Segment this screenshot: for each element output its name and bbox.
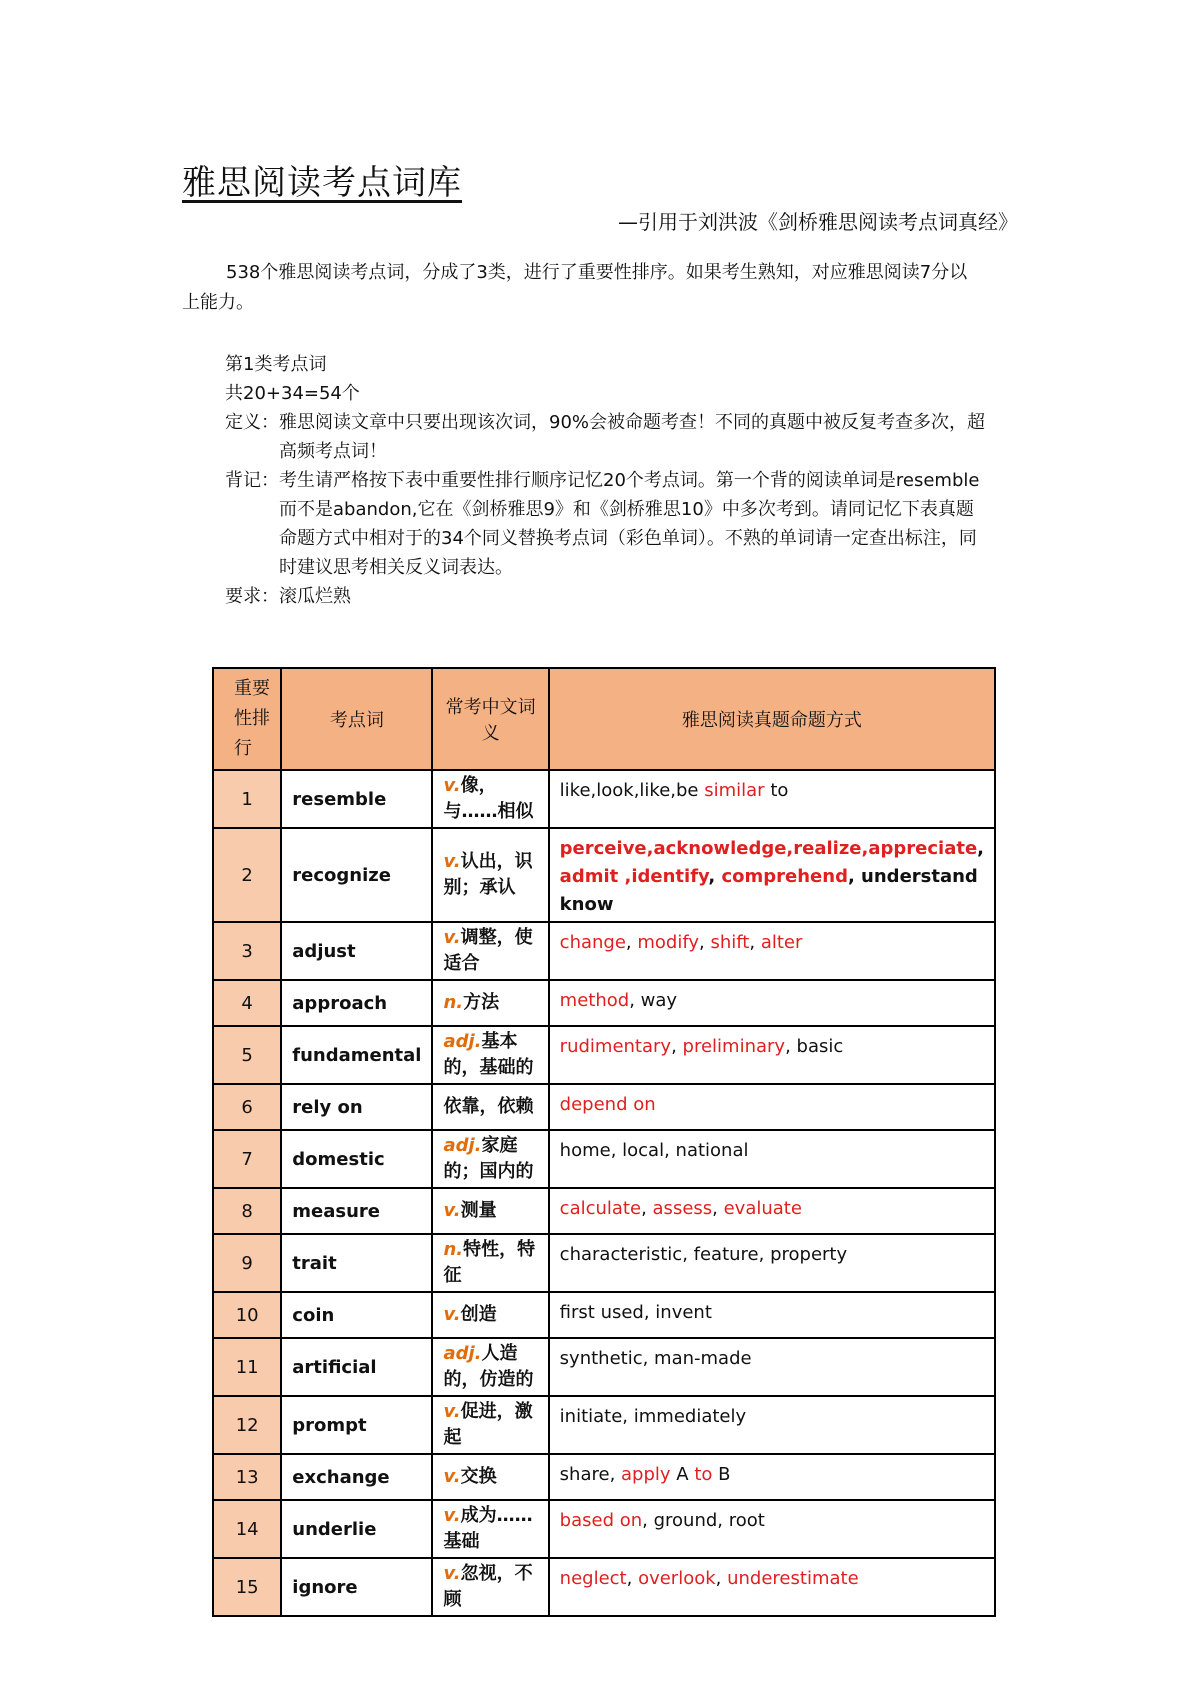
question-style-cell (549, 1558, 995, 1616)
keyword-cell: measure (281, 1188, 432, 1234)
synonym-highlight: similar (704, 780, 765, 801)
table-row (213, 1558, 995, 1616)
synonym-highlight: based on (559, 1510, 643, 1531)
meaning-text: 认出，识别；承认 (443, 851, 533, 898)
synonym-highlight: comprehend (721, 866, 848, 887)
definition-text: 雅思阅读文章中只要出现该次词，90%会被命题考查！不同的真题中被反复考查多次，超高频考点词！ (279, 412, 986, 462)
meaning-cell (432, 828, 548, 922)
rank-cell: 8 (213, 1188, 281, 1234)
synonym-highlight: underestimate (727, 1568, 859, 1589)
rank-cell: 9 (213, 1234, 281, 1292)
meaning-cell (432, 1338, 548, 1396)
question-style-cell (549, 1292, 995, 1338)
requirement-row (225, 582, 985, 611)
meaning-cell (432, 1292, 548, 1338)
meaning-cell (432, 922, 548, 980)
keyword-cell: artificial (281, 1338, 432, 1396)
keyword-cell: rely on (281, 1084, 432, 1130)
memorize-text: 考生请严格按下表中重要性排行顺序记忆20个考点词。第一个背的阅读单词是resemble而不是abandon,它在《剑桥雅思9》和《剑桥雅思10》中多次考到。请同记忆下表真题命题方式中相对于的34个同义替换考点词（彩色单词）。不熟的单词请一定查出标注，同时建议思考相关反义词表达。 (279, 470, 980, 578)
question-style-cell (549, 770, 995, 828)
synonym-highlight: rudimentary (559, 1036, 672, 1057)
part-of-speech: adj. (443, 1031, 482, 1052)
table-row (213, 1188, 995, 1234)
synonym-text: characteristic, feature, property (559, 1244, 848, 1265)
requirement-label: 要求： (225, 586, 279, 607)
meaning-cell (432, 1234, 548, 1292)
definition-row (225, 408, 985, 466)
rank-cell: 14 (213, 1500, 281, 1558)
meaning-text: 忽视，不顾 (443, 1563, 533, 1610)
synonym-highlight: perceive,acknowledge,realize,appreciate (559, 838, 978, 859)
part-of-speech: n. (443, 1239, 464, 1260)
meaning-text: 依靠，依赖 (443, 1096, 534, 1117)
meaning-text: 特性，特征 (443, 1239, 536, 1286)
keyword-cell: resemble (281, 770, 432, 828)
meaning-cell (432, 1188, 548, 1234)
memorize-label: 背记： (225, 470, 279, 491)
meaning-cell (432, 1454, 548, 1500)
memorize-row (225, 466, 985, 582)
meaning-text: 创造 (460, 1304, 497, 1325)
table-row (213, 1234, 995, 1292)
part-of-speech: v. (443, 1200, 461, 1221)
synonym-text: home, local, national (559, 1140, 749, 1161)
table-row (213, 980, 995, 1026)
synonym-text: , (712, 1198, 724, 1219)
intro-paragraph: 538个雅思阅读考点词，分成了3类，进行了重要性排序。如果考生熟知，对应雅思阅读7分以上能力。 (182, 262, 968, 313)
synonym-text: to (764, 780, 789, 801)
document-title: 雅思阅读考点词库 (182, 163, 462, 203)
synonym-highlight: alter (760, 932, 803, 953)
meaning-cell (432, 1558, 548, 1616)
rank-cell: 3 (213, 922, 281, 980)
rank-cell: 13 (213, 1454, 281, 1500)
meaning-text: 基本的，基础的 (443, 1031, 534, 1078)
synonym-text: first used, invent (559, 1302, 712, 1323)
header-meaning: 常考中文词义 (432, 668, 548, 770)
meaning-cell (432, 1026, 548, 1084)
part-of-speech: v. (443, 1466, 461, 1487)
meaning-cell (432, 1084, 548, 1130)
question-style-cell (549, 1338, 995, 1396)
question-style-cell (549, 828, 995, 922)
part-of-speech: v. (443, 1401, 461, 1422)
category-section (225, 350, 985, 611)
part-of-speech: n. (443, 992, 464, 1013)
keyword-cell: fundamental (281, 1026, 432, 1084)
header-question-style: 雅思阅读真题命题方式 (549, 668, 995, 770)
synonym-highlight: shift (710, 932, 750, 953)
table-row (213, 1292, 995, 1338)
synonym-text: , (641, 1198, 653, 1219)
table-body (213, 770, 995, 1616)
meaning-text: 调整，使适合 (443, 927, 533, 974)
table-row (213, 770, 995, 828)
meaning-text: 成为……基础 (443, 1505, 533, 1552)
requirement-text: 滚瓜烂熟 (279, 586, 351, 607)
meaning-cell (432, 980, 548, 1026)
category-heading: 第1类考点词 (225, 354, 327, 375)
rank-cell: 15 (213, 1558, 281, 1616)
synonym-highlight: modify (637, 932, 700, 953)
synonym-highlight: apply (621, 1464, 671, 1485)
rank-cell: 11 (213, 1338, 281, 1396)
synonym-highlight: change (559, 932, 626, 953)
meaning-cell (432, 1500, 548, 1558)
part-of-speech: v. (443, 927, 461, 948)
meaning-cell (432, 1396, 548, 1454)
definition-label: 定义： (225, 412, 279, 433)
synonym-highlight: calculate (559, 1198, 642, 1219)
synonym-highlight: to (694, 1464, 713, 1485)
synonym-text: like,look,like,be (559, 780, 705, 801)
keyword-cell: adjust (281, 922, 432, 980)
question-style-cell (549, 1454, 995, 1500)
table-row (213, 1454, 995, 1500)
synonym-text: share, (559, 1464, 622, 1485)
meaning-cell (432, 1130, 548, 1188)
meaning-cell (432, 770, 548, 828)
meaning-text: 家庭的；国内的 (443, 1135, 534, 1182)
synonym-text: , (625, 932, 638, 953)
question-style-cell (549, 980, 995, 1026)
synonym-text: initiate, immediately (559, 1406, 747, 1427)
keyword-cell: ignore (281, 1558, 432, 1616)
part-of-speech: v. (443, 1563, 461, 1584)
meaning-text: 人造的，仿造的 (443, 1343, 534, 1390)
synonym-text: , way (629, 990, 678, 1011)
rank-cell: 4 (213, 980, 281, 1026)
keyword-cell: prompt (281, 1396, 432, 1454)
question-style-cell (549, 1500, 995, 1558)
table-row (213, 1338, 995, 1396)
synonym-text: , (699, 932, 711, 953)
synonym-text: A (670, 1464, 695, 1485)
question-style-cell (549, 1188, 995, 1234)
rank-cell: 7 (213, 1130, 281, 1188)
keyword-cell: trait (281, 1234, 432, 1292)
part-of-speech: v. (443, 1505, 461, 1526)
keyword-cell: coin (281, 1292, 432, 1338)
vocabulary-table (212, 667, 996, 1617)
meaning-text: 促进，激起 (443, 1401, 533, 1448)
rank-cell: 2 (213, 828, 281, 922)
synonym-text: , basic (785, 1036, 844, 1057)
synonym-highlight: preliminary (682, 1036, 786, 1057)
meaning-text: 方法 (463, 992, 500, 1013)
rank-cell: 10 (213, 1292, 281, 1338)
keyword-cell: recognize (281, 828, 432, 922)
category-count: 共20+34=54个 (225, 383, 360, 404)
synonym-highlight: depend on (559, 1094, 656, 1115)
synonym-text: B (712, 1464, 731, 1485)
synonym-highlight: neglect (559, 1568, 627, 1589)
header-word: 考点词 (281, 668, 432, 770)
table-row (213, 1130, 995, 1188)
table-row (213, 1084, 995, 1130)
meaning-text: 像，与……相似 (443, 775, 534, 822)
synonym-text: , (708, 866, 722, 887)
table-row (213, 1026, 995, 1084)
synonym-text: , (626, 1568, 639, 1589)
synonym-highlight: evaluate (723, 1198, 802, 1219)
header-rank: 重要性排行 (213, 668, 281, 770)
keyword-cell: domestic (281, 1130, 432, 1188)
keyword-cell: exchange (281, 1454, 432, 1500)
meaning-text: 测量 (460, 1200, 497, 1221)
part-of-speech: adj. (443, 1135, 482, 1156)
table-header-row (213, 668, 995, 770)
keyword-cell: approach (281, 980, 432, 1026)
synonym-text: , understand know (559, 866, 978, 915)
table-row (213, 922, 995, 980)
rank-cell: 12 (213, 1396, 281, 1454)
synonym-highlight: overlook (638, 1568, 716, 1589)
part-of-speech: v. (443, 775, 461, 796)
synonym-text: , (671, 1036, 683, 1057)
part-of-speech: v. (443, 851, 461, 872)
source-citation: —引用于刘洪波《剑桥雅思阅读考点词真经》 (618, 210, 1018, 234)
synonym-highlight: method (559, 990, 630, 1011)
synonym-text: synthetic, man-made (559, 1348, 752, 1369)
question-style-cell (549, 1130, 995, 1188)
synonym-text: , (977, 838, 984, 859)
question-style-cell (549, 1084, 995, 1130)
synonym-text: , (715, 1568, 728, 1589)
synonym-text: , (749, 932, 761, 953)
part-of-speech: v. (443, 1304, 461, 1325)
question-style-cell (549, 1396, 995, 1454)
rank-cell: 6 (213, 1084, 281, 1130)
table-row (213, 828, 995, 922)
rank-cell: 1 (213, 770, 281, 828)
synonym-highlight: admit ,identify (559, 866, 709, 887)
table-row (213, 1500, 995, 1558)
synonym-highlight: assess (652, 1198, 713, 1219)
question-style-cell (549, 1026, 995, 1084)
synonym-text: , ground, root (642, 1510, 765, 1531)
keyword-cell: underlie (281, 1500, 432, 1558)
rank-cell: 5 (213, 1026, 281, 1084)
table-row (213, 1396, 995, 1454)
question-style-cell (549, 922, 995, 980)
meaning-text: 交换 (460, 1466, 497, 1487)
part-of-speech: adj. (443, 1343, 482, 1364)
question-style-cell (549, 1234, 995, 1292)
